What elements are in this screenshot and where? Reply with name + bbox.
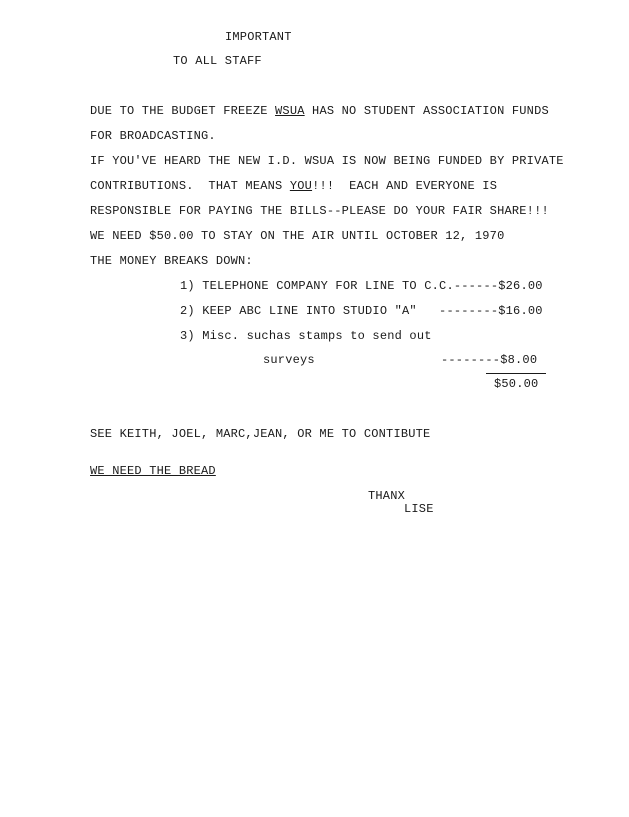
memo-audience: TO ALL STAFF (173, 54, 262, 68)
paragraph-1-line-2: FOR BROADCASTING. (90, 129, 216, 143)
breakdown-item-3-amount: --------$8.00 (441, 353, 538, 367)
paragraph-1-line-1 (90, 104, 549, 118)
paragraph-2-line-1: IF YOU'VE HEARD THE NEW I.D. WSUA IS NOW BEING FUNDED BY PRIVATE (90, 154, 564, 168)
breakdown-total: $50.00 (494, 377, 539, 391)
total-rule (486, 373, 546, 374)
memo-title: IMPORTANT (225, 30, 292, 44)
text-segment: !!! EACH AND EVERYONE IS (312, 179, 498, 193)
breakdown-item-2: 2) KEEP ABC LINE INTO STUDIO "A" --------$16.00 (180, 304, 543, 318)
text-segment: CONTRIBUTIONS. THAT MEANS (90, 179, 290, 193)
paragraph-3: WE NEED $50.00 TO STAY ON THE AIR UNTIL OCTOBER 12, 1970 (90, 229, 505, 243)
text-segment: DUE TO THE BUDGET FREEZE (90, 104, 276, 118)
paragraph-2-line-2 (90, 179, 497, 193)
contact-line: SEE KEITH, JOEL, MARC,JEAN, OR ME TO CONTIBUTE (90, 427, 431, 441)
signature: LISE (404, 502, 434, 516)
closing-thanks: THANX (368, 489, 406, 503)
station-name: WSUA (275, 104, 305, 118)
paragraph-2-line-3: RESPONSIBLE FOR PAYING THE BILLS--PLEASE DO YOUR FAIR SHARE!!! (90, 204, 549, 218)
slogan: WE NEED THE BREAD (90, 464, 216, 478)
emphasis-you: YOU (289, 179, 313, 193)
text-segment: HAS NO STUDENT ASSOCIATION FUNDS (304, 104, 549, 118)
breakdown-item-1: 1) TELEPHONE COMPANY FOR LINE TO C.C.------$26.00 (180, 279, 543, 293)
breakdown-heading: THE MONEY BREAKS DOWN: (90, 254, 253, 268)
breakdown-item-3-continued: surveys (263, 353, 315, 367)
breakdown-item-3: 3) Misc. suchas stamps to send out (180, 329, 432, 343)
